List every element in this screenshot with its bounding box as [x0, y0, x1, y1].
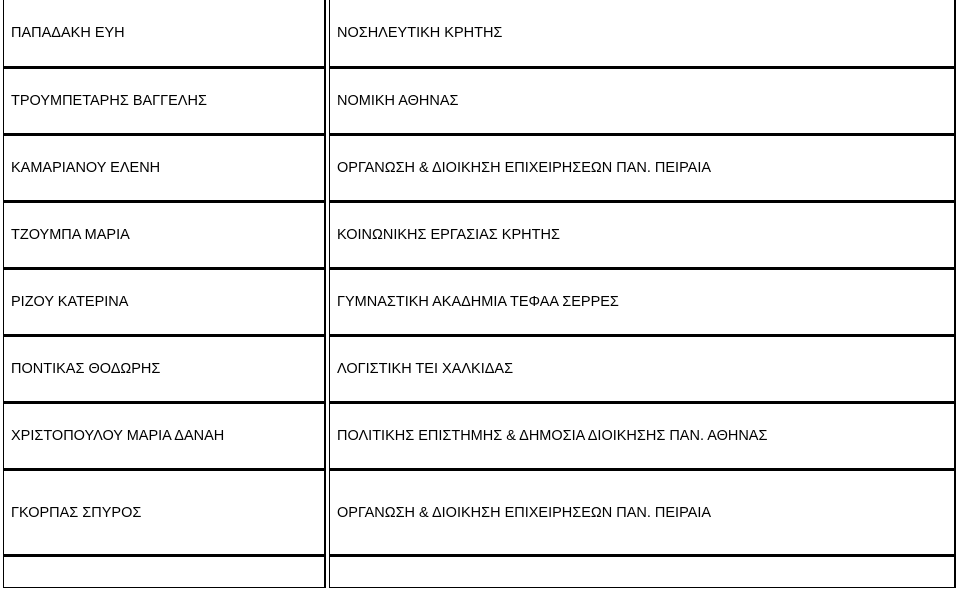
table-row [0, 403, 960, 470]
student-name-cell: ΠΟΝΤΙΚΑΣ ΘΟΔΩΡΗΣ [3, 336, 326, 403]
table-row [0, 202, 960, 269]
student-name-cell: ΚΑΜΑΡΙΑΝΟΥ ΕΛΕΝΗ [3, 135, 326, 202]
table-row [0, 269, 960, 336]
student-name-cell: ΓΚΟΡΠΑΣ ΣΠΥΡΟΣ [3, 470, 326, 556]
school-cell: ΠΟΛΙΤΙΚΗΣ ΕΠΙΣΤΗΜΗΣ & ΔΗΜΟΣΙΑ ΔΙΟΙΚΗΣΗΣ ΠΑΝ. ΑΘΗΝΑΣ [329, 403, 956, 470]
student-name-cell: ΤΡΟΥΜΠΕΤΑΡΗΣ ΒΑΓΓΕΛΗΣ [3, 68, 326, 135]
student-name-cell: ΤΖΟΥΜΠΑ ΜΑΡΙΑ [3, 202, 326, 269]
school-cell: ΟΡΓΑΝΩΣΗ & ΔΙΟΙΚΗΣΗ ΕΠΙΧΕΙΡΗΣΕΩΝ ΠΑΝ. ΠΕΙΡΑΙΑ [329, 470, 956, 556]
school-cell: ΓΥΜΝΑΣΤΙΚΗ ΑΚΑΔΗΜΙΑ ΤΕΦΑΑ ΣΕΡΡΕΣ [329, 269, 956, 336]
school-cell [329, 556, 956, 588]
school-cell: ΟΡΓΑΝΩΣΗ & ΔΙΟΙΚΗΣΗ ΕΠΙΧΕΙΡΗΣΕΩΝ ΠΑΝ. ΠΕΙΡΑΙΑ [329, 135, 956, 202]
school-cell: ΝΟΣΗΛΕΥΤΙΚΗ ΚΡΗΤΗΣ [329, 0, 956, 68]
table-row [0, 0, 960, 68]
table-row [0, 68, 960, 135]
school-cell: ΚΟΙΝΩΝΙΚΗΣ ΕΡΓΑΣΙΑΣ ΚΡΗΤΗΣ [329, 202, 956, 269]
school-cell: ΝΟΜΙΚΗ ΑΘΗΝΑΣ [329, 68, 956, 135]
table-row [0, 556, 960, 588]
table-row [0, 470, 960, 556]
table-row [0, 135, 960, 202]
student-name-cell: ΡΙΖΟΥ ΚΑΤΕΡΙΝΑ [3, 269, 326, 336]
student-name-cell [3, 556, 326, 588]
table-row [0, 336, 960, 403]
student-name-cell: ΧΡΙΣΤΟΠΟΥΛΟΥ ΜΑΡΙΑ ΔΑΝΑΗ [3, 403, 326, 470]
school-cell: ΛΟΓΙΣΤΙΚΗ ΤΕΙ ΧΑΛΚΙΔΑΣ [329, 336, 956, 403]
student-name-cell: ΠΑΠΑΔΑΚΗ ΕΥΗ [3, 0, 326, 68]
